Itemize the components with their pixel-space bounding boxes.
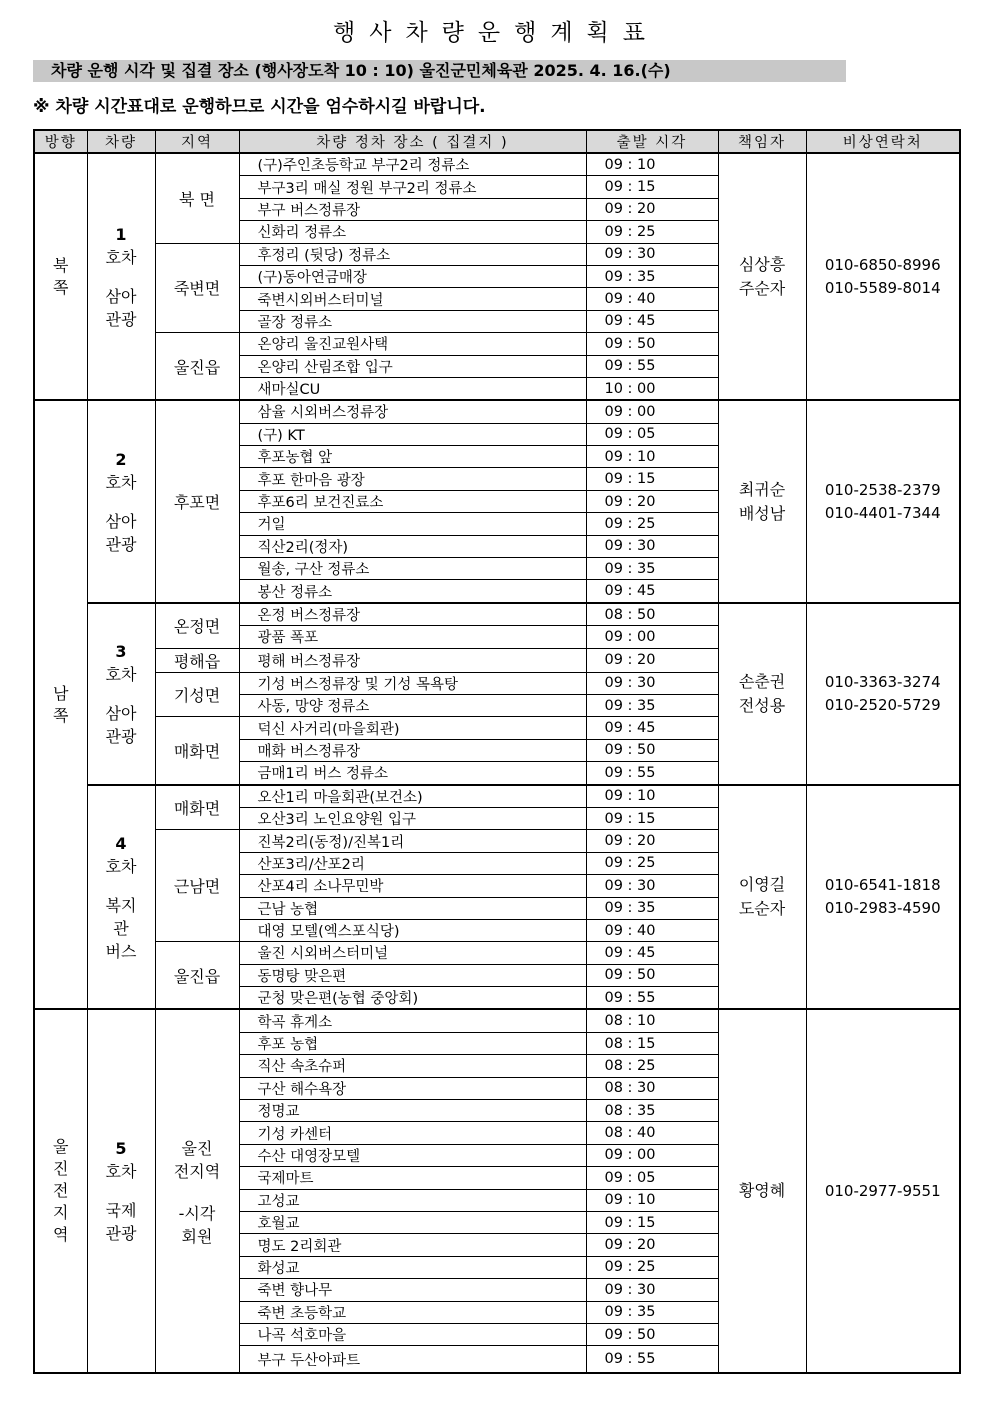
- departure-time: 09 : 35: [586, 558, 718, 580]
- stop-place: (구)동아연금매장: [239, 265, 586, 287]
- departure-time: 09 : 45: [586, 580, 718, 603]
- departure-time: 09 : 20: [586, 1234, 718, 1256]
- vehicle-unit: 호차: [105, 856, 137, 876]
- header-phone: 비상연락처: [806, 130, 960, 153]
- stop-place: 화성교: [239, 1256, 586, 1278]
- manager-cell: [718, 785, 806, 1010]
- vehicle-unit: 호차: [105, 247, 137, 267]
- emergency-phone: 010-6541-1818: [824, 876, 941, 894]
- departure-time: 09 : 00: [586, 626, 718, 648]
- departure-time: 09 : 15: [586, 1211, 718, 1233]
- departure-time: 09 : 20: [586, 198, 718, 220]
- vehicle-cell: [87, 400, 155, 603]
- vehicle-cell: [87, 785, 155, 1010]
- vehicle-company: 삼아: [105, 703, 137, 723]
- stop-place: 삼율 시외버스정류장: [239, 400, 586, 423]
- departure-time: 09 : 45: [586, 310, 718, 332]
- emergency-phone-cell: [806, 603, 960, 785]
- departure-time: 09 : 30: [586, 243, 718, 265]
- manager-name: 심상흥: [738, 254, 786, 274]
- stop-place: 죽변 초등학교: [239, 1301, 586, 1323]
- stop-place: 골장 정류소: [239, 310, 586, 332]
- table-row: [34, 603, 960, 626]
- stop-place: 덕신 사거리(마을회관): [239, 717, 586, 739]
- departure-time: 09 : 55: [586, 987, 718, 1010]
- direction-char: 지: [53, 1203, 69, 1223]
- departure-time: 09 : 45: [586, 942, 718, 964]
- departure-time: 09 : 50: [586, 1323, 718, 1345]
- emergency-phone-cell: [806, 785, 960, 1010]
- stop-place: 근남 농협: [239, 897, 586, 919]
- stop-place: 울진 시외버스터미널: [239, 942, 586, 964]
- stop-place: 온양리 울진교원사택: [239, 333, 586, 355]
- vehicle-unit: 호차: [105, 664, 137, 684]
- stop-place: 온정 버스정류장: [239, 603, 586, 626]
- region-cell: 후포면: [155, 400, 239, 603]
- stop-place: 고성교: [239, 1189, 586, 1211]
- stop-place: 학곡 휴게소: [239, 1009, 586, 1032]
- departure-time: 09 : 00: [586, 400, 718, 423]
- direction-cell: [34, 400, 87, 1009]
- spacer: [88, 878, 155, 894]
- region-cell: 울진읍: [155, 942, 239, 1010]
- stop-place: (구) KT: [239, 423, 586, 445]
- departure-time: 08 : 35: [586, 1100, 718, 1122]
- stop-place: 부구 버스정류장: [239, 198, 586, 220]
- region-cell: 북 면: [155, 153, 239, 243]
- stop-place: 후정리 (뒷당) 정류소: [239, 243, 586, 265]
- stop-place: 직산 속초슈퍼: [239, 1055, 586, 1077]
- departure-time: 09 : 25: [586, 221, 718, 243]
- emergency-phone: 010-2977-9551: [824, 1181, 941, 1200]
- departure-time: 09 : 30: [586, 535, 718, 557]
- notice-text: ※ 차량 시간표대로 운행하므로 시간을 엄수하시길 바랍니다.: [33, 97, 486, 117]
- region-cell: 온정면: [155, 603, 239, 648]
- stop-place: 구산 해수욕장: [239, 1077, 586, 1099]
- departure-time: 09 : 05: [586, 423, 718, 445]
- departure-time: 09 : 55: [586, 1346, 718, 1374]
- stop-place: 신화리 정류소: [239, 221, 586, 243]
- region-line: [156, 1182, 239, 1201]
- stop-place: 수산 대영장모텔: [239, 1144, 586, 1166]
- region-cell: 기성면: [155, 672, 239, 717]
- departure-time: 09 : 50: [586, 964, 718, 986]
- vehicle-company: 버스: [105, 941, 137, 961]
- spacer: [88, 1183, 155, 1199]
- manager-cell: [718, 603, 806, 785]
- region-cell: 매화면: [155, 717, 239, 785]
- emergency-phone-cell: [806, 400, 960, 603]
- region-cell: 매화면: [155, 785, 239, 830]
- vehicle-company: 복지: [105, 895, 137, 915]
- emergency-phone: 010-5589-8014: [824, 278, 941, 297]
- manager-cell: [718, 1009, 806, 1373]
- stop-place: 오산3리 노인요양원 입구: [239, 807, 586, 829]
- region-cell: 울진읍: [155, 333, 239, 401]
- departure-time: 09 : 20: [586, 490, 718, 512]
- stop-place: 월송, 구산 정류소: [239, 558, 586, 580]
- region-line: -시각: [178, 1203, 216, 1223]
- table-header-row: [34, 130, 960, 153]
- region-cell: 죽변면: [155, 243, 239, 333]
- departure-time: 09 : 30: [586, 1279, 718, 1301]
- departure-time: 08 : 15: [586, 1032, 718, 1054]
- departure-time: 09 : 10: [586, 153, 718, 176]
- departure-time: 08 : 50: [586, 603, 718, 626]
- stop-place: 매화 버스정류장: [239, 739, 586, 761]
- table-row: [34, 153, 960, 176]
- departure-time: 09 : 25: [586, 513, 718, 535]
- vehicle-number: 1: [115, 224, 127, 244]
- departure-time: 09 : 40: [586, 288, 718, 310]
- stop-place: 거일: [239, 513, 586, 535]
- departure-time: 09 : 00: [586, 1144, 718, 1166]
- stop-place: 기성 카센터: [239, 1122, 586, 1144]
- stop-place: 부구 두산아파트: [239, 1346, 586, 1374]
- manager-name: 이영길: [738, 875, 786, 894]
- spacer: [88, 686, 155, 702]
- direction-cell: [34, 1009, 87, 1373]
- departure-time: 09 : 35: [586, 1301, 718, 1323]
- table-row: [34, 1009, 960, 1032]
- region-cell: 근남면: [155, 830, 239, 942]
- departure-time: 08 : 25: [586, 1055, 718, 1077]
- stop-place: 봉산 정류소: [239, 580, 586, 603]
- header-direction: 방향: [34, 130, 87, 153]
- stop-place: 나곡 석호마을: [239, 1323, 586, 1345]
- departure-time: 09 : 50: [586, 333, 718, 355]
- vehicle-company: 삼아: [105, 286, 137, 306]
- vehicle-number: 3: [115, 641, 127, 661]
- departure-time: 09 : 45: [586, 717, 718, 739]
- stop-place: 부구3리 매실 정원 부구2리 정류소: [239, 176, 586, 198]
- vehicle-company: 국제: [105, 1201, 137, 1221]
- departure-time: 09 : 55: [586, 355, 718, 377]
- departure-time: 08 : 30: [586, 1077, 718, 1099]
- spacer: [88, 494, 155, 510]
- vehicle-number: 2: [115, 449, 127, 469]
- manager-name: 손춘권: [738, 671, 786, 691]
- direction-char: 북: [53, 255, 69, 275]
- vehicle-company: 관광: [105, 1224, 137, 1244]
- stop-place: 후포 농협: [239, 1032, 586, 1054]
- manager-cell: [718, 400, 806, 603]
- manager-name: 배성남: [738, 503, 786, 523]
- emergency-phone: 010-3363-3274: [824, 672, 941, 691]
- stop-place: 기성 버스정류장 및 기성 목욕탕: [239, 672, 586, 694]
- departure-time: 09 : 10: [586, 785, 718, 808]
- departure-time: 09 : 10: [586, 1189, 718, 1211]
- emergency-phone: 010-6850-8996: [824, 255, 941, 274]
- departure-time: 08 : 40: [586, 1122, 718, 1144]
- departure-time: 09 : 15: [586, 468, 718, 490]
- stop-place: 광품 폭포: [239, 626, 586, 648]
- header-region: 지역: [155, 130, 239, 153]
- stop-place: 후포농협 앞: [239, 446, 586, 468]
- departure-time: 09 : 50: [586, 739, 718, 761]
- vehicle-cell: [87, 603, 155, 785]
- emergency-phone-cell: [806, 153, 960, 400]
- vehicle-cell: [87, 1009, 155, 1373]
- stop-place: 국제마트: [239, 1167, 586, 1189]
- stop-place: 오산1리 마을회관(보건소): [239, 785, 586, 808]
- departure-time: 09 : 35: [586, 265, 718, 287]
- stop-place: 평해 버스정류장: [239, 648, 586, 672]
- schedule-subtitle: 차량 운행 시각 및 집결 장소 (행사장도착 10 : 10) 울진군민체육관 2025. 4. 16.(수): [33, 60, 846, 82]
- header-time: 출발 시각: [586, 130, 718, 153]
- departure-time: 09 : 20: [586, 830, 718, 852]
- manager-name: 주순자: [738, 278, 786, 298]
- departure-time: 09 : 25: [586, 852, 718, 874]
- vehicle-unit: 호차: [105, 1162, 137, 1182]
- region-cell: 평해읍: [155, 648, 239, 672]
- direction-group: [34, 1009, 960, 1373]
- vehicle-company: 관: [113, 918, 129, 938]
- emergency-phone-cell: [806, 1009, 960, 1373]
- departure-time: 09 : 20: [586, 648, 718, 672]
- stop-place: 새마실CU: [239, 377, 586, 400]
- schedule-table: [33, 129, 961, 1374]
- stop-place: 정명교: [239, 1100, 586, 1122]
- departure-time: 09 : 05: [586, 1167, 718, 1189]
- stop-place: (구)주인초등학교 부구2리 정류소: [239, 153, 586, 176]
- stop-place: 명도 2리회관: [239, 1234, 586, 1256]
- departure-time: 09 : 15: [586, 176, 718, 198]
- region-line: 울진: [181, 1138, 213, 1158]
- direction-char: 진: [53, 1159, 69, 1179]
- stop-place: 후포 한마음 광장: [239, 468, 586, 490]
- stop-place: 죽변 향나무: [239, 1279, 586, 1301]
- page-title: 행사차량운행계획표: [333, 20, 659, 46]
- region-line: 회원: [181, 1226, 213, 1246]
- manager-cell: [718, 153, 806, 400]
- departure-time: 09 : 30: [586, 875, 718, 897]
- spacer: [88, 269, 155, 285]
- stop-place: 산포3리/산포2리: [239, 852, 586, 874]
- stop-place: 진복2리(동정)/진복1리: [239, 830, 586, 852]
- region-line: 전지역: [173, 1161, 221, 1181]
- vehicle-number: 5: [115, 1139, 127, 1159]
- manager-name: 전성용: [738, 695, 786, 715]
- stop-place: 군청 맞은편(농협 중앙회): [239, 987, 586, 1010]
- direction-char: 역: [53, 1225, 69, 1245]
- direction-group: [34, 153, 960, 400]
- departure-time: 08 : 10: [586, 1009, 718, 1032]
- departure-time: 09 : 35: [586, 694, 718, 716]
- departure-time: 09 : 15: [586, 807, 718, 829]
- header-stop: 차량 정차 장소 ( 집결지 ): [239, 130, 586, 153]
- departure-time: 10 : 00: [586, 377, 718, 400]
- direction-group: [34, 400, 960, 1009]
- emergency-phone: 010-2538-2379: [824, 480, 941, 499]
- direction-char: 쪽: [53, 705, 69, 725]
- emergency-phone: 010-2520-5729: [824, 695, 941, 714]
- table-row: [34, 785, 960, 808]
- table-row: [34, 400, 960, 423]
- direction-char: 쪽: [53, 277, 69, 297]
- vehicle-company: 관광: [105, 534, 137, 554]
- vehicle-company: 관광: [105, 726, 137, 746]
- vehicle-cell: [87, 153, 155, 400]
- direction-char: 남: [53, 683, 69, 703]
- departure-time: 09 : 40: [586, 919, 718, 941]
- vehicle-company: 관광: [105, 309, 137, 329]
- direction-char: 울: [53, 1137, 69, 1157]
- emergency-phone: 010-2983-4590: [824, 899, 941, 917]
- stop-place: 산포4리 소나무민박: [239, 875, 586, 897]
- manager-name: 도순자: [738, 899, 786, 918]
- vehicle-company: 삼아: [105, 511, 137, 531]
- manager-name: 황영혜: [738, 1181, 786, 1201]
- header-vehicle: 차량: [87, 130, 155, 153]
- header-manager: 책임자: [718, 130, 806, 153]
- vehicle-number: 4: [115, 833, 127, 853]
- stop-place: 후포6리 보건진료소: [239, 490, 586, 512]
- departure-time: 09 : 30: [586, 672, 718, 694]
- stop-place: 금매1리 버스 정류소: [239, 762, 586, 785]
- departure-time: 09 : 10: [586, 446, 718, 468]
- direction-cell: [34, 153, 87, 400]
- stop-place: 죽변시외버스터미널: [239, 288, 586, 310]
- stop-place: 직산2리(정자): [239, 535, 586, 557]
- manager-name: 최귀순: [738, 479, 786, 499]
- region-cell: [155, 1009, 239, 1373]
- departure-time: 09 : 25: [586, 1256, 718, 1278]
- stop-place: 대영 모텔(엑스포식당): [239, 919, 586, 941]
- stop-place: 온양리 산림조합 입구: [239, 355, 586, 377]
- stop-place: 동명탕 맞은편: [239, 964, 586, 986]
- emergency-phone: 010-4401-7344: [824, 503, 941, 522]
- stop-place: 사동, 망양 정류소: [239, 694, 586, 716]
- direction-char: 전: [53, 1181, 69, 1201]
- departure-time: 09 : 55: [586, 762, 718, 785]
- departure-time: 09 : 35: [586, 897, 718, 919]
- stop-place: 호월교: [239, 1211, 586, 1233]
- vehicle-unit: 호차: [105, 472, 137, 492]
